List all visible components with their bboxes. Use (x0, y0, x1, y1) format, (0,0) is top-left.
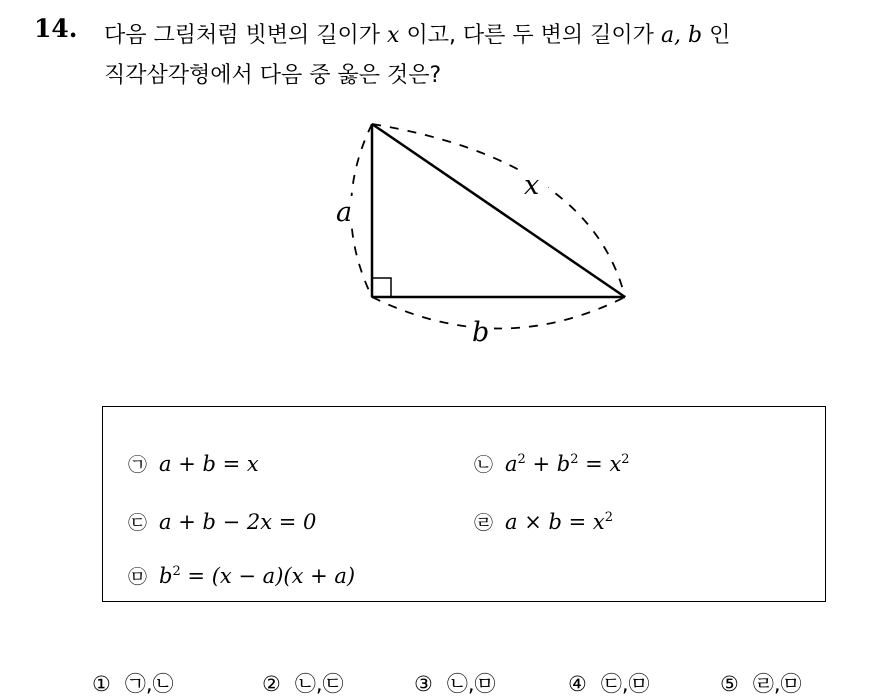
statement-mark: ㉢ (128, 512, 148, 534)
statement-mark: ㉠ (128, 454, 148, 476)
statement-3 (128, 508, 316, 535)
question-line-2: 직각삼각형에서 다음 중 옳은 것은? (104, 63, 442, 88)
right-triangle-figure (300, 100, 640, 350)
choice-1[interactable] (92, 668, 174, 698)
statement-2 (474, 450, 630, 477)
question-line-1 (104, 18, 730, 49)
statement-expression: a + b = x (159, 452, 259, 476)
statement-expression: $a^2 + b^2 = x^2$ (505, 452, 630, 476)
statement-5 (128, 562, 355, 589)
choice-text: ㉡,㉢ (294, 672, 344, 696)
question-vars-ab: a, b (660, 23, 703, 48)
choice-3[interactable] (414, 668, 496, 698)
choice-number: ⑤ (720, 672, 739, 696)
question-var-x: x (387, 23, 400, 48)
hypotenuse-x (372, 124, 625, 297)
choice-number: ④ (568, 672, 587, 696)
brace-b (372, 297, 625, 329)
right-angle-marker (372, 278, 391, 297)
label-x: x (524, 170, 540, 201)
question-number: 14. (34, 14, 78, 43)
statement-1 (128, 450, 259, 477)
statement-expression: $b^2 = (x - a)(x + a)$ (159, 564, 356, 588)
statement-expression: a + b − 2x = 0 (159, 510, 317, 534)
statement-expression: $a \times b = x^2$ (505, 510, 613, 534)
choice-text: ㉠,㉡ (124, 672, 174, 696)
choice-text: ㉡,㉤ (446, 672, 496, 696)
choice-text: ㉣,㉤ (752, 672, 802, 696)
label-a: a (336, 197, 353, 228)
question-text-part-2: 이고, 다른 두 변의 길이가 (406, 23, 654, 48)
statement-mark: ㉡ (474, 454, 494, 476)
statement-mark: ㉣ (474, 512, 494, 534)
question-text-part-3: 인 (709, 23, 731, 48)
question-text-part-1: 다음 그림처럼 빗변의 길이가 (104, 23, 381, 48)
choice-number: ① (92, 672, 111, 696)
choice-4[interactable] (568, 668, 650, 698)
choice-2[interactable] (262, 668, 344, 698)
choice-text: ㉢,㉤ (600, 672, 650, 696)
choice-number: ② (262, 672, 281, 696)
statement-mark: ㉤ (128, 566, 148, 588)
statement-4 (474, 508, 613, 535)
choice-5[interactable] (720, 668, 802, 698)
label-b: b (472, 317, 490, 348)
choice-number: ③ (414, 672, 433, 696)
